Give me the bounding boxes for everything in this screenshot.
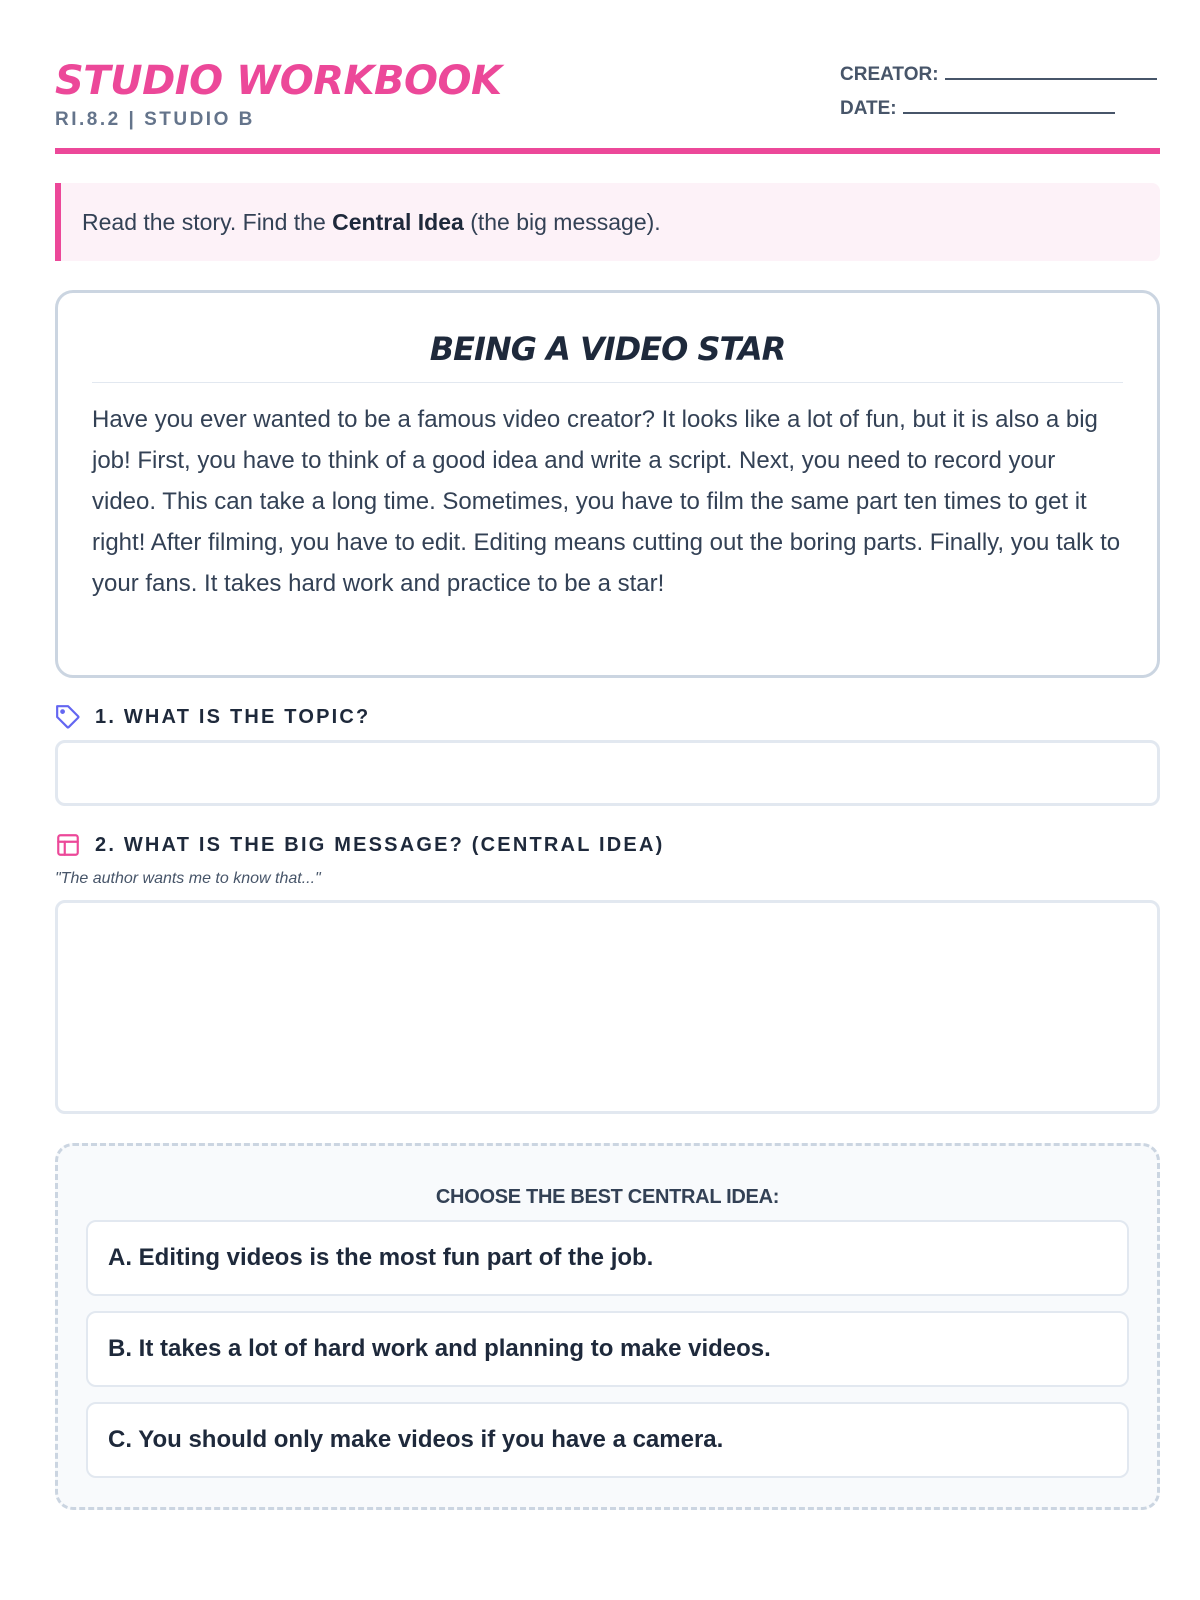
question-2-label [55, 832, 664, 858]
topic-answer-box[interactable] [55, 740, 1160, 806]
tag-icon [55, 704, 81, 730]
instruction-emphasis: Central Idea [332, 208, 464, 235]
central-idea-answer-box[interactable] [55, 900, 1160, 1114]
question-1-label [55, 704, 370, 730]
question-1-text: 1. WHAT IS THE TOPIC? [95, 705, 371, 728]
creator-blank[interactable] [945, 78, 1157, 80]
instruction-suffix: (the big message). [463, 208, 661, 235]
worksheet-title: STUDIO WORKBOOK [55, 58, 502, 104]
instruction-callout [55, 183, 1160, 261]
creator-label: CREATOR: [840, 64, 939, 85]
layout-icon [55, 832, 81, 858]
worksheet-subtitle: RI.8.2 | STUDIO B [55, 109, 255, 130]
worksheet-header [55, 52, 1160, 152]
date-label: DATE: [840, 98, 897, 119]
date-field[interactable] [840, 86, 1160, 120]
question-2-hint: "The author wants me to know that..." [55, 870, 321, 887]
instruction-prefix: Read the story. Find the [82, 208, 333, 235]
choices-title: CHOOSE THE BEST CENTRAL IDEA: [435, 1186, 780, 1208]
story-text: Have you ever wanted to be a famous video creator? It looks like a lot of fun, but it is also a big job! First, you have to think of a good idea and write a script. Next, you need to record your video. This can take a long time. Sometimes, you have to film the same part ten times to get it right! After filming, you have to edit. Editing means cutting out the boring parts. Finally, you talk to your fans. It takes hard work and practice to be a star! [92, 406, 1121, 597]
story-card [55, 290, 1160, 678]
creator-field[interactable] [840, 52, 1160, 86]
story-title: BEING A VIDEO STAR [92, 293, 1123, 383]
date-blank[interactable] [903, 112, 1115, 114]
worksheet-meta [840, 52, 1160, 120]
choice-c[interactable]: C. You should only make videos if you have a camera. [86, 1402, 1129, 1478]
question-2-text: 2. WHAT IS THE BIG MESSAGE? (CENTRAL IDEA) [95, 833, 665, 856]
choice-a[interactable]: A. Editing videos is the most fun part of the job. [86, 1220, 1129, 1296]
choices-panel [55, 1143, 1160, 1510]
header-divider [55, 148, 1160, 154]
instruction-text [82, 209, 661, 236]
choice-b[interactable]: B. It takes a lot of hard work and planning to make videos. [86, 1311, 1129, 1387]
